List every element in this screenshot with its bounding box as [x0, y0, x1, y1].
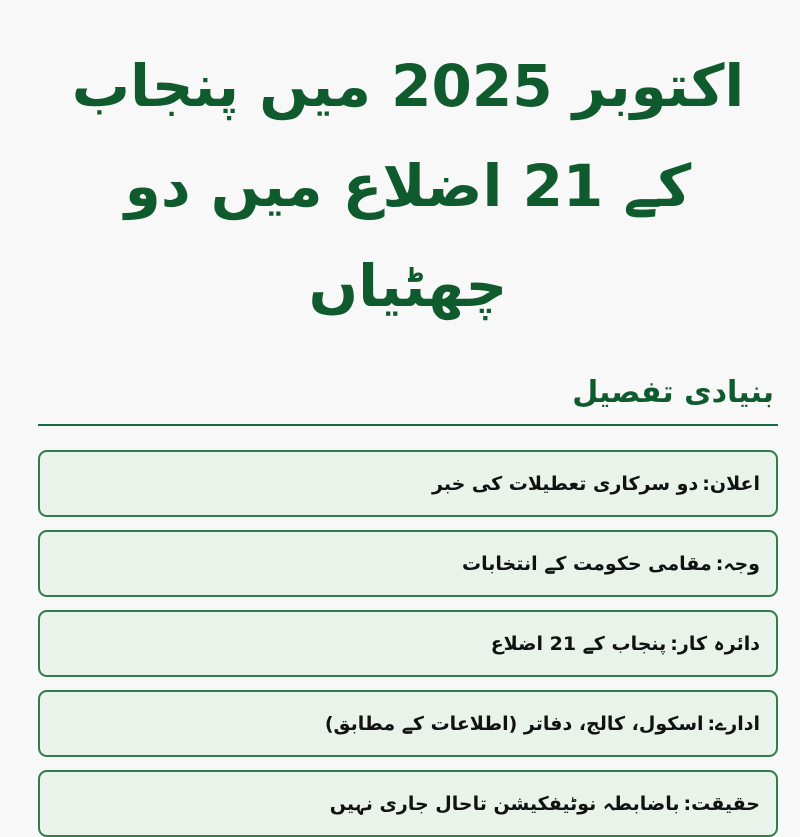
detail-card-announcement: [38, 450, 778, 517]
detail-card-reason: [38, 530, 778, 597]
section-heading: بنیادی تفصیل: [572, 375, 774, 410]
detail-label: وجہ: [723, 552, 760, 575]
detail-value: باضابطہ نوٹیفکیشن تاحال جاری نہیں: [329, 792, 680, 815]
detail-value: دو سرکاری تعطیلات کی خبر: [432, 472, 699, 495]
detail-label: دائرہ کار: [677, 632, 760, 655]
detail-label: حقیقت: [691, 792, 760, 815]
detail-card-scope: [38, 610, 778, 677]
detail-separator: :: [683, 792, 692, 815]
detail-list: [38, 450, 778, 837]
detail-card-institutions: [38, 690, 778, 757]
detail-separator: :: [702, 472, 710, 495]
detail-card-fact: [38, 770, 778, 837]
detail-value: مقامی حکومت کے انتخابات: [462, 552, 712, 575]
detail-label: ادارے: [715, 712, 760, 735]
detail-separator: :: [670, 632, 678, 655]
section-divider: [38, 424, 778, 426]
detail-value: پنجاب کے 21 اضلاع: [490, 632, 667, 655]
detail-separator: :: [707, 712, 716, 735]
detail-value: اسکول، کالج، دفاتر (اطلاعات کے مطابق): [324, 712, 704, 735]
detail-label: اعلان: [709, 472, 760, 495]
detail-separator: :: [715, 552, 724, 575]
page-title: اکتوبر 2025 میں پنجاب کے 21 اضلاع میں دو چھٹیاں: [71, 52, 745, 320]
